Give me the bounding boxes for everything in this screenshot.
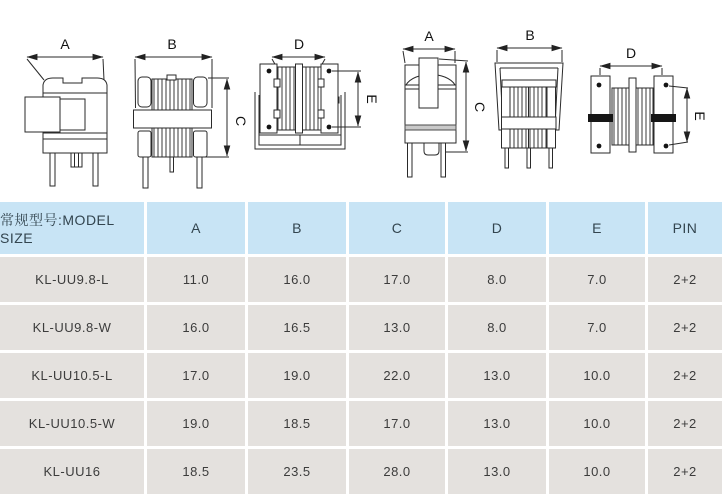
value-cell: 13.0 bbox=[448, 401, 546, 446]
model-cell: KL-UU10.5-L bbox=[0, 353, 144, 398]
model-cell: KL-UU9.8-W bbox=[0, 305, 144, 350]
value-cell: 18.5 bbox=[147, 449, 245, 494]
dimension-label-d2: D bbox=[625, 45, 637, 61]
value-cell: 7.0 bbox=[549, 257, 645, 302]
value-cell: 19.0 bbox=[248, 353, 346, 398]
header-e: E bbox=[549, 202, 645, 254]
bobbin-top bbox=[502, 80, 556, 87]
value-cell: 13.0 bbox=[349, 305, 445, 350]
pin bbox=[170, 157, 174, 172]
pin-dot bbox=[327, 125, 332, 130]
dimension-label-c: C bbox=[233, 115, 249, 127]
figure-front-view-right bbox=[403, 28, 488, 177]
pin-dot bbox=[267, 125, 272, 130]
flange-plate bbox=[260, 64, 277, 133]
dimension-drawings bbox=[0, 0, 722, 202]
pin-dot bbox=[664, 83, 669, 88]
value-cell: 13.0 bbox=[448, 449, 546, 494]
pin bbox=[408, 143, 413, 177]
pin bbox=[441, 143, 446, 177]
core-end-cap bbox=[194, 131, 208, 157]
value-cell: 10.0 bbox=[549, 449, 645, 494]
pin-dot bbox=[327, 69, 332, 74]
clamp-band bbox=[588, 114, 613, 122]
header-b: B bbox=[248, 202, 346, 254]
value-cell: 16.0 bbox=[248, 257, 346, 302]
figure-top-view-left bbox=[255, 36, 380, 149]
dimension-label-d: D bbox=[293, 36, 305, 52]
figure-side-view-right bbox=[495, 27, 563, 168]
pin bbox=[93, 153, 98, 186]
dimension-label-a: A bbox=[60, 36, 70, 52]
pin bbox=[50, 153, 55, 186]
core-end-cap bbox=[138, 131, 151, 157]
pin-dot bbox=[597, 144, 602, 149]
value-cell: 2+2 bbox=[648, 305, 722, 350]
dimension-label-e: E bbox=[364, 94, 380, 104]
pin bbox=[505, 148, 509, 168]
core-end-cap bbox=[194, 77, 208, 107]
coil-winding-top bbox=[152, 79, 192, 110]
dimension-label-e2: E bbox=[692, 111, 708, 121]
value-cell: 2+2 bbox=[648, 257, 722, 302]
pin-dot bbox=[664, 144, 669, 149]
value-cell: 17.0 bbox=[349, 257, 445, 302]
model-cell: KL-UU16 bbox=[0, 449, 144, 494]
value-cell: 16.0 bbox=[147, 305, 245, 350]
pin-dot bbox=[267, 69, 272, 74]
side-box bbox=[25, 97, 60, 132]
pin bbox=[143, 157, 148, 188]
dimension-label-c2: C bbox=[472, 101, 488, 113]
value-cell: 8.0 bbox=[448, 257, 546, 302]
flange-plate bbox=[321, 64, 338, 133]
bobbin-slot bbox=[419, 58, 438, 108]
value-cell: 10.0 bbox=[549, 353, 645, 398]
dimension-label-b: B bbox=[167, 36, 177, 52]
coil-winding-bottom bbox=[152, 128, 192, 157]
value-cell: 10.0 bbox=[549, 401, 645, 446]
base-flange bbox=[43, 139, 107, 153]
dimension-label-b2: B bbox=[525, 27, 535, 43]
value-cell: 17.0 bbox=[349, 401, 445, 446]
header-model-size: 常规型号:MODEL SIZE bbox=[0, 202, 144, 254]
value-cell: 7.0 bbox=[549, 305, 645, 350]
core-top bbox=[43, 78, 107, 93]
figure-top-view-right bbox=[588, 45, 708, 153]
dimension-label-a2: A bbox=[424, 28, 434, 44]
core-end-cap bbox=[138, 77, 151, 107]
value-cell: 17.0 bbox=[147, 353, 245, 398]
pin bbox=[527, 148, 531, 168]
model-cell: KL-UU9.8-L bbox=[0, 257, 144, 302]
center-tab bbox=[71, 153, 82, 167]
value-cell: 11.0 bbox=[147, 257, 245, 302]
center-divider bbox=[629, 78, 636, 152]
value-cell: 22.0 bbox=[349, 353, 445, 398]
value-cell: 2+2 bbox=[648, 449, 722, 494]
header-pin: PIN bbox=[648, 202, 722, 254]
header-d: D bbox=[448, 202, 546, 254]
value-cell: 19.0 bbox=[147, 401, 245, 446]
header-c: C bbox=[349, 202, 445, 254]
value-cell: 2+2 bbox=[648, 353, 722, 398]
base-band bbox=[405, 125, 456, 130]
pin bbox=[197, 157, 202, 188]
value-cell: 16.5 bbox=[248, 305, 346, 350]
value-cell: 8.0 bbox=[448, 305, 546, 350]
value-cell: 13.0 bbox=[448, 353, 546, 398]
center-divider bbox=[296, 64, 303, 133]
clamp-band bbox=[651, 114, 676, 122]
bobbin-flange bbox=[502, 117, 557, 129]
center-tab bbox=[424, 143, 439, 155]
model-size-table bbox=[0, 202, 722, 494]
header-a: A bbox=[147, 202, 245, 254]
figure-front-view-left bbox=[25, 36, 107, 186]
bobbin-flange bbox=[134, 110, 212, 128]
value-cell: 2+2 bbox=[648, 401, 722, 446]
figure-side-view-left bbox=[134, 36, 250, 188]
pin bbox=[549, 148, 553, 168]
pin-dot bbox=[597, 83, 602, 88]
value-cell: 18.5 bbox=[248, 401, 346, 446]
value-cell: 28.0 bbox=[349, 449, 445, 494]
model-cell: KL-UU10.5-W bbox=[0, 401, 144, 446]
value-cell: 23.5 bbox=[248, 449, 346, 494]
